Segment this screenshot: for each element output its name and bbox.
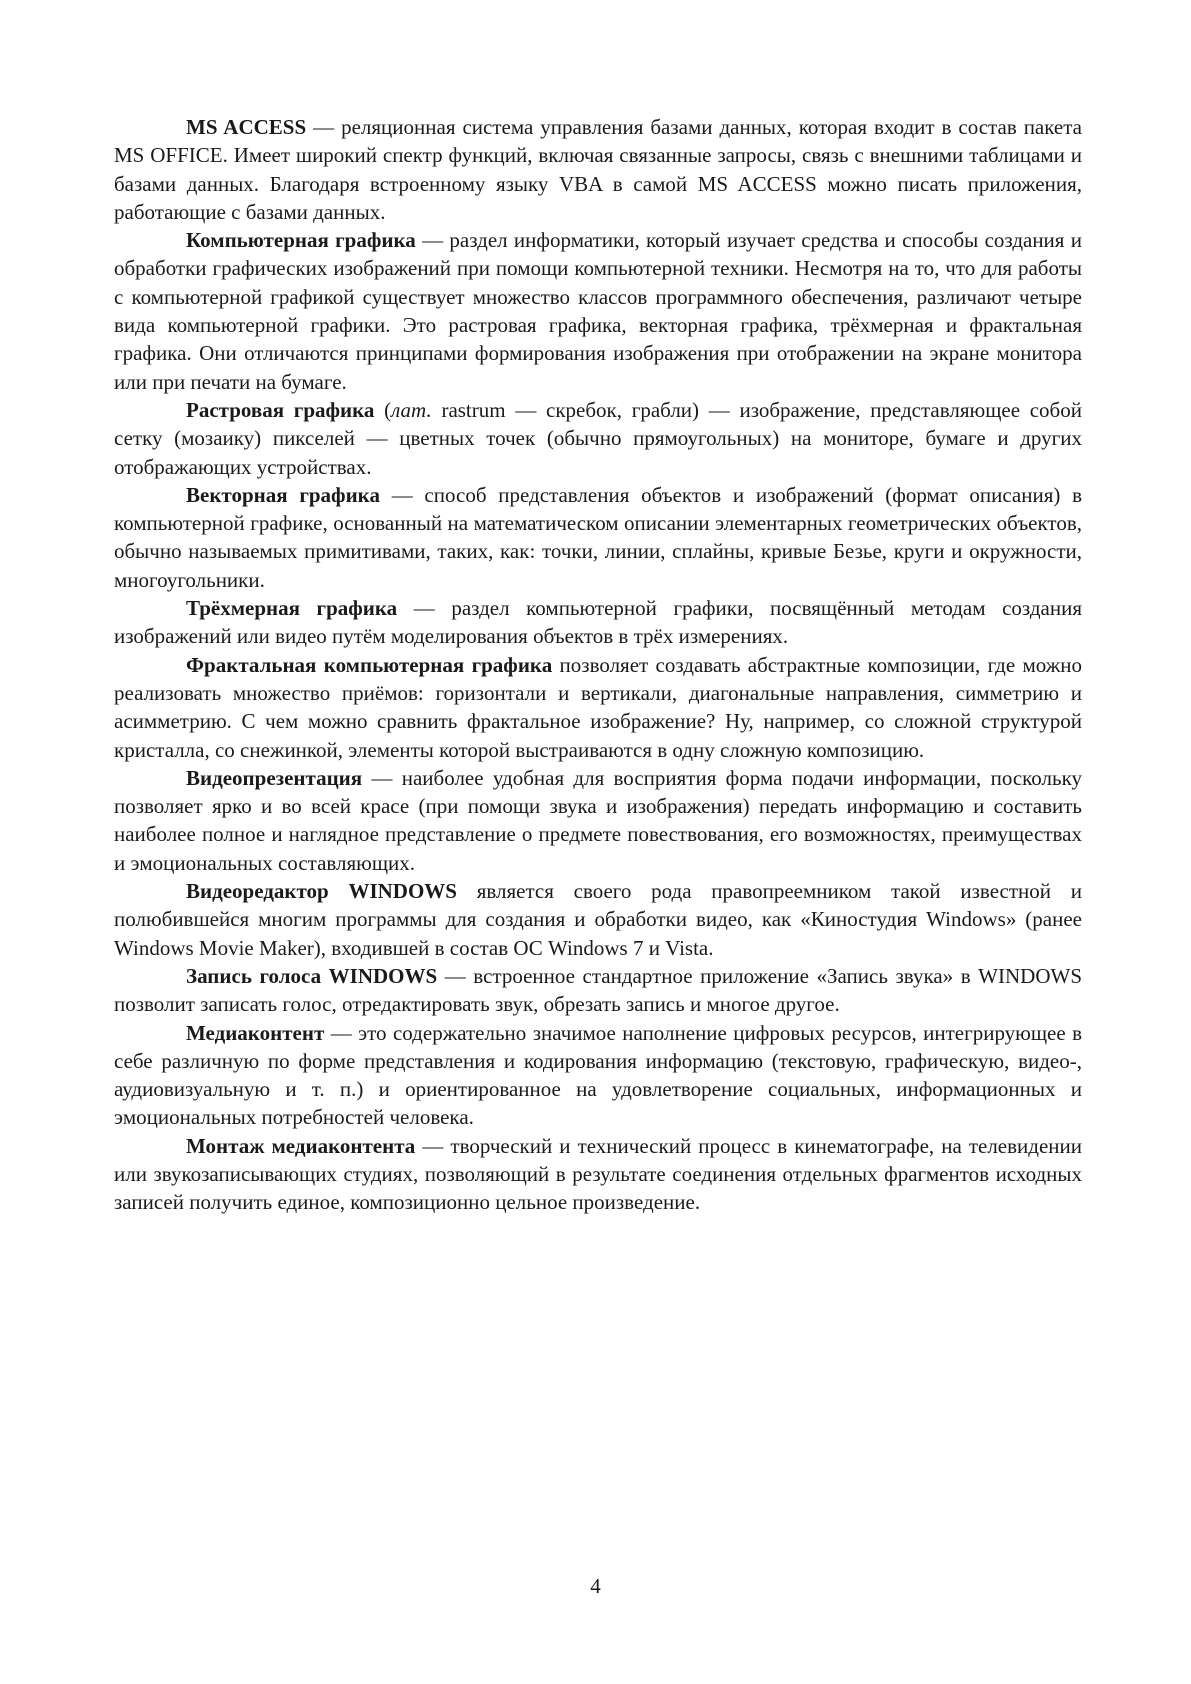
definition-text: позволяет создавать абстрактные композиции, где можно реализовать множество приёмов: горизонтали и вертикали, диагональные направления, симметрию и асимметрию. С чем можно сравнить фрактальное изображение? Ну, например, со сложной структурой кристалла, со снежинкой, элементы которой выстраиваются в одну сложную композицию. [114,652,1082,762]
term-label: Трёхмерная графика [186,596,398,621]
definition-video-editor [114,877,1082,962]
definition-text: — способ представления объектов и изображений (формат описания) в компьютерной графике, основанный на математическом описании элементарных геометрических объектов, обычно называемых примитивами, таких, как: точки, линии, сплайны, кривые Безье, круги и окружности, многоугольники. [114,482,1083,592]
page-number: 4 [590,1574,601,1598]
definition-ms-access [114,113,1082,226]
term-label: Видеопрезентация [186,765,363,790]
term-label: Монтаж медиаконтента [186,1133,416,1158]
definition-voice-recorder [114,962,1082,1019]
term-label: Компьютерная графика [186,228,416,253]
definition-media-content [114,1019,1082,1132]
definition-media-editing [114,1132,1082,1217]
definition-vector-graphics [114,481,1082,594]
term-label: Фрактальная компьютерная графика [186,652,553,677]
term-label: Запись голоса WINDOWS [186,963,438,988]
definition-text: — встроенное стандартное приложение «Запись звука» в WINDOWS позволит записать голос, отредактировать звук, обрезать запись и многое другое. [114,963,1082,1017]
definition-text: rastrum — скребок, грабли) — изображение, представляющее собой сетку (мозаику) пикселей — цветных точек (обычно прямоугольных) на мониторе, бумаге и других отображающих устройствах. [114,397,1082,479]
definition-text: — творческий и технический процесс в кинематографе, на телевидении или звукозаписывающих студиях, позволяющий в результате соединения отдельных фрагментов исходных записей получить единое, композиционно цельное произведение. [114,1133,1082,1215]
term-label: MS ACCESS [186,115,307,139]
term-label: Медиаконтент [186,1020,325,1045]
definition-3d-graphics [114,594,1082,651]
term-label: Видеоредактор WINDOWS [186,879,457,904]
definition-text: — это содержательно значимое наполнение цифровых ресурсов, интегрирующее в себе различную по форме представления и кодирования информацию (текстовую, графическую, видео-, аудиовизуальную и т. п.) и ориентированное на удовлетворение социальных, информационных и эмоциональных потребностей человека. [114,1020,1082,1130]
definition-text: — реляционная система управления базами данных, которая входит в состав пакета MS OFFICE. Имеет широкий спектр функций, включая связанные запросы, связь с внешними таблицами и базами данных. Благодаря встроенному языку VBA в самой MS ACCESS можно писать приложения, работающие с базами данных. [114,115,1083,224]
definition-computer-graphics [114,226,1082,396]
glossary-body [114,113,1082,1217]
definition-fractal-graphics [114,651,1082,764]
term-label: Векторная графика [186,482,380,507]
definition-raster-graphics [114,396,1082,481]
definition-prefix: ( [374,397,392,422]
definition-text: — раздел компьютерной графики, посвящённый методам создания изображений или видео путём моделирования объектов в трёх измерениях. [114,596,1082,649]
definition-text: — раздел информатики, который изучает средства и способы создания и обработки графических изображений при помощи компьютерной техники. Несмотря на то, что для работы с компьютерной графикой существует множество классов программного обеспечения, различают четыре вида компьютерной графики. Это растровая графика, векторная графика, трёхмерная и фрактальная графика. Они отличаются принципами формирования изображения при отображении на экране монитора или при печати на бумаге. [114,228,1083,394]
definition-text: — наиболее удобная для восприятия форма подачи информации, поскольку позволяет ярко и во всей красе (при помощи звука и изображения) передать информацию и составить наиболее полное и наглядное представление о предмете повествования, его возможностях, преимуществах и эмоциональных составляющих. [114,765,1082,875]
definition-text: является своего рода правопреемником такой известной и полюбившейся многим программы для создания и обработки видео, как «Киностудия Windows» (ранее Windows Movie Maker), входившей в состав ОС Windows 7 и Vista. [114,879,1082,960]
definition-video-presentation [114,764,1082,877]
term-label: Растровая графика [186,397,375,422]
latin-abbreviation: лат. [391,397,432,422]
